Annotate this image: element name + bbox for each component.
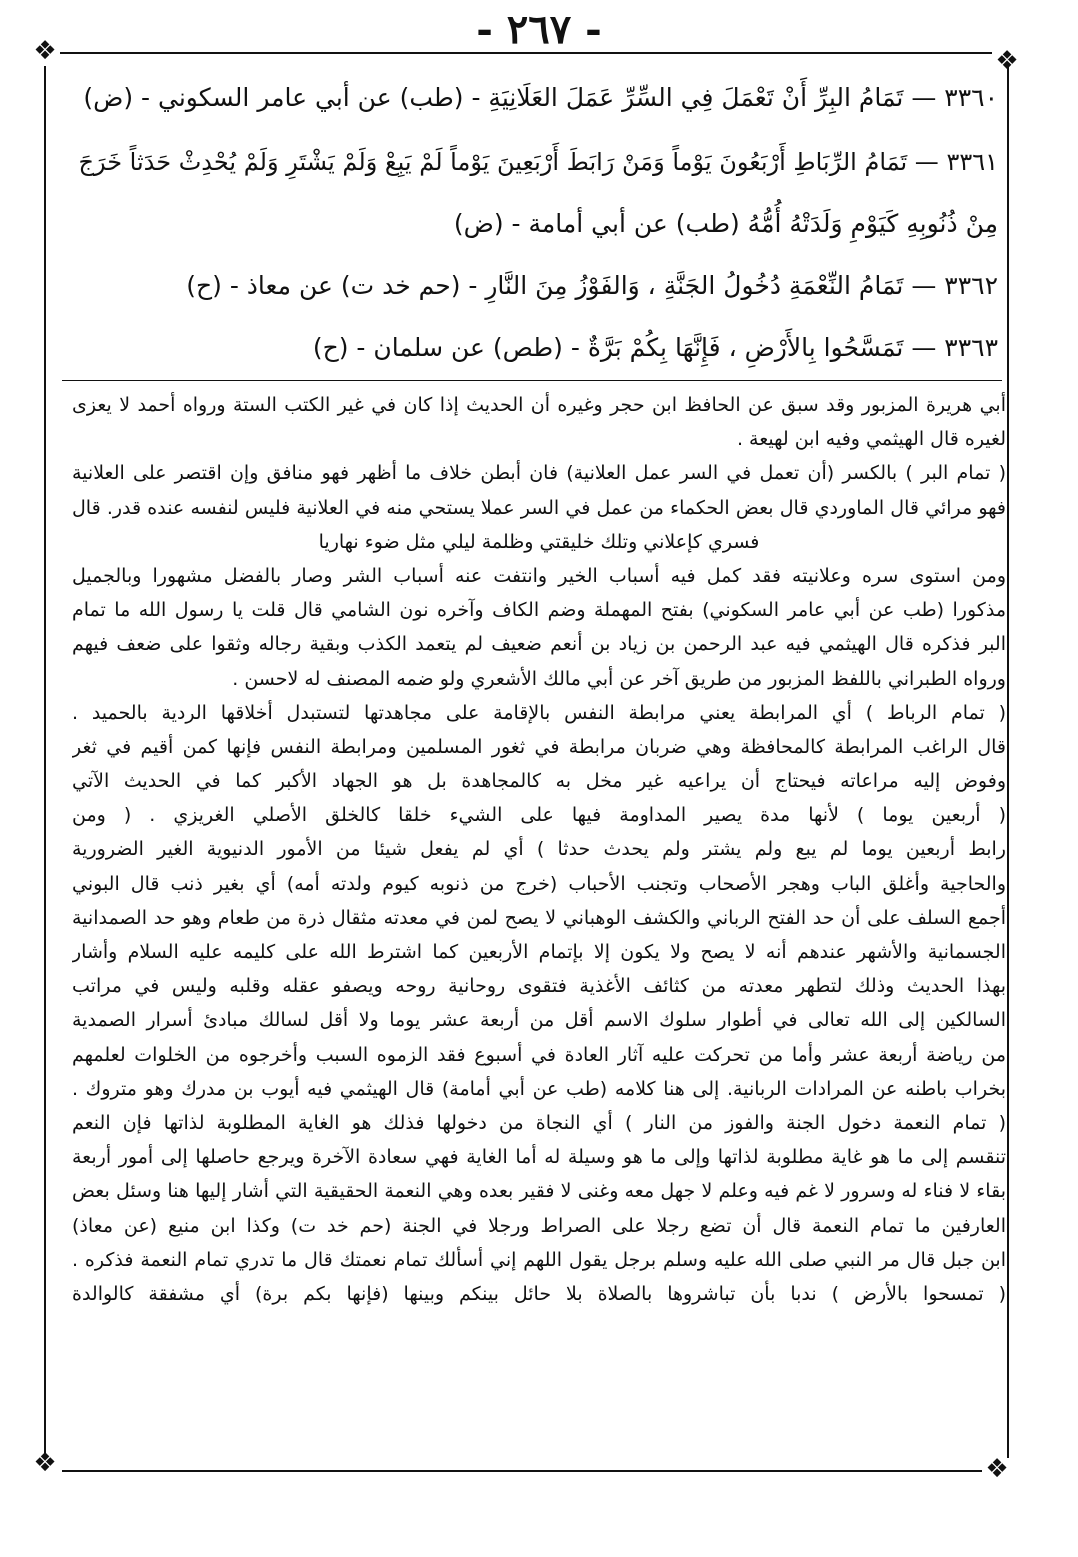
- commentary-line: ( تمام الرباط ) أي المرابطة يعني مرابطة النفس بالإقامة على مجاهدتها لتستبدل أخلاقها الردية بالحميد .: [72, 701, 1006, 724]
- page-number: - ٢٦٧ -: [476, 6, 602, 53]
- frame-right-rule: [1007, 66, 1009, 1458]
- commentary-line: رابط أربعين يوما لم يبع ولم يشتر ولم يحدث حدثا ) أي لم يفعل شيئا من الأمور الدنيوية الغير الضرورية: [72, 838, 1006, 861]
- commentary-line: أجمع السلف على أن حد الفتح الرباني والكشف الوهباني لا يصح لمن في معدته مثقال ذرة من طعام وهو حد الصمدانية: [72, 906, 1006, 929]
- corner-ornament-icon: ❖: [985, 1454, 1009, 1484]
- frame-bottom-rule: [62, 1470, 982, 1472]
- commentary-line: ابن جبل قال مر النبي صلى الله عليه وسلم برجل يقول اللهم إني أسألك تمام نعمتك قال ما تدري تمام النعمة فذكره .: [72, 1248, 1006, 1271]
- commentary-line: ( تمام النعمة دخول الجنة والفوز من النار ) أي النجاة من دخولها فذلك هو الغاية المطلوبة لذاتها فإن النعم: [72, 1111, 1006, 1134]
- commentary-line: العارفين ما تمام النعمة قال أن تضع رجلا على الصراط ورجلا في الجنة (حم خد ت) وكذا ابن منيع (عن معاذ): [72, 1214, 1006, 1237]
- commentary-line: فهو مرائي قال الماوردي قال بعض الحكماء من عمل في السر عملا يستحي منه في العلانية فليس لنفسه عنده قدر. قال: [72, 496, 1006, 519]
- commentary-line: ( تمام البر ) بالكسر (أن تعمل في السر عمل العلانية) فان أبطن خلاف ما أظهر فهو منافق وإن اقتصر على العلانية: [72, 462, 1006, 485]
- commentary-line: ومن استوى سره وعلانيته فقد كمل فيه أسباب الخير وانتفت عنه أسباب الشر وصار بالفضل مشهورا وبالجميل: [72, 564, 1006, 587]
- commentary-line: بخراب باطنه عن المرادات الربانية. إلى هنا كلامه (طب عن أبي أمامة) قال الهيثمي فيه أيوب بن مدرك وهو متروك .: [72, 1077, 1006, 1100]
- commentary-line: الجسمانية والأشهر عندهم أنه لا يصح ولا يكون إلا بإتمام الأربعين كما اشترط الله على كليمه عليه السلام وأشار: [72, 941, 1006, 963]
- corner-ornament-icon: ❖: [33, 36, 57, 66]
- hadith-line: مِنْ ذُنُوبِهِ كَيَوْمِ وَلَدَتْهُ أُمُّهُ (طب) عن أبي أمامة - (ض): [453, 209, 998, 238]
- commentary-line: من رياضة أربعة عشر وأما من تحركت عليه آثار العادة في أسبوع فقد الزموه السبب وأخرجوه من الخلوات لعلمهم: [72, 1043, 1006, 1066]
- commentary-line: وفوض إليه مراعاته فيحتاج أن يراعيه غير مخل به كالمجاهدة بل هو الجهاد الأكبر كما في الحديث الآتي: [72, 770, 1006, 793]
- commentary-line: بهذا الحديث وذلك لتطهر معدته من كثائف الأغذية فتقوى روحانية روحه ويصفو عقله وقلبه وليس في مراتب: [72, 975, 1006, 998]
- commentary-line: بقاء لا فناء له وسرور لا غم فيه وعلم لا جهل معه وغنى لا فقير بعده وهي النعمة الحقيقية التي أشار إليها هنا وسئل بعض: [72, 1180, 1006, 1203]
- commentary-line: البر فذكره قال الهيثمي فيه عبد الرحمن بن زياد بن أنعم ضعيف لم يتعمد الكذب وبقية رجاله وثقوا على ضعف فيهم: [72, 633, 1006, 656]
- commentary-line: ورواه الطبراني باللفظ المزبور من طريق آخر عن أبي مالك الأشعري ولو ضمه المصنف له لاحسن .: [232, 667, 1006, 690]
- hadith-line: ٣٣٦٢ — تَمَامُ النِّعْمَةِ دُخُولُ الجَنَّةِ ، وَالفَوْزُ مِنَ النَّارِ - (حم خد ت) عن معاذ - (ح): [186, 271, 998, 300]
- verse-line: فسري كإعلاني وتلك خليقتي وظلمة ليلي مثل ضوء نهاريا: [318, 530, 760, 553]
- commentary-line: أبي هريرة المزبور وقد سبق عن الحافظ ابن حجر وغيره أن الحديث إذا كان في غير الكتب الستة ورواه أحمد لا يعزى: [72, 394, 1006, 416]
- commentary-line: قال الراغب المرابطة كالمحافظة وهي ضربان مرابطة في ثغور المسلمين ومرابطة النفس فإنها كمن أقيم في ثغر: [72, 735, 1006, 758]
- commentary-line: ( تمسحوا بالأرض ) ندبا بأن تباشروها بالصلاة بلا حائل بينكم وبينها (فإنها بكم برة) أي مشفقة كالوالدة: [72, 1282, 1006, 1305]
- commentary-line: مذكورا (طب عن أبي عامر السكوني) بفتح المهملة وضم الكاف وآخره نون الشامي قال قلت يا رسول الله ما تمام: [72, 599, 1006, 622]
- section-divider: [62, 380, 1002, 381]
- commentary-line: تنقسم إلى ما هو غاية مطلوبة لذاتها وإلى ما هو وسيلة له أما الغاية فهي سعادة الآخرة ويرجع حاصلها إلى أمور أربعة: [72, 1146, 1006, 1169]
- hadith-line: ٣٣٦٠ — تَمَامُ البِرِّ أَنْ تَعْمَلَ فِي السِّرِّ عَمَلَ العَلَانِيَةِ - (طب) عن أبي عامر السكوني - (ض): [83, 83, 998, 112]
- corner-ornament-icon: ❖: [995, 46, 1019, 76]
- corner-ornament-icon: ❖: [33, 1448, 57, 1478]
- commentary-line: السالكين إلى الله تعالى في أطوار سلوك الاسم أقل من أربعة عشر يوما ولا أقل لسالك مبادئ أسرار الصمدية: [72, 1009, 1006, 1032]
- commentary-line: ( أربعين يوما ) لأنها مدة يصير المداومة فيها على الشيء خلقا كالخلق الأصلي الغريزي . ( ومن: [72, 804, 1006, 827]
- hadith-line: ٣٣٦٣ — تَمَسَّحُوا بِالأَرْضِ ، فَإِنَّهَا بِكُمْ بَرَّةٌ - (طص) عن سلمان - (ح): [312, 333, 998, 362]
- commentary-line: والحاجية وأغلق الباب وهجر الأصحاب وتجنب الأحباب (خرج من ذنوبه كيوم ولدته أمه) أي بغير ذنب قال البوني: [72, 872, 1006, 895]
- commentary-block: [72, 388, 1006, 1311]
- frame-left-rule: [44, 66, 46, 1458]
- hadith-line: ٣٣٦١ — تَمَامُ الرِّبَاطِ أَرْبَعُونَ يَوْماً وَمَنْ رَابَطَ أَرْبَعِينَ يَوْماً لَمْ يَبِعْ وَلَمْ يَشْتَرِ وَلَمْ يُحْدِثْ حَدَثاً خَرَجَ: [78, 148, 998, 176]
- commentary-line: لغيره قال الهيثمي وفيه ابن لهيعة .: [736, 428, 1006, 451]
